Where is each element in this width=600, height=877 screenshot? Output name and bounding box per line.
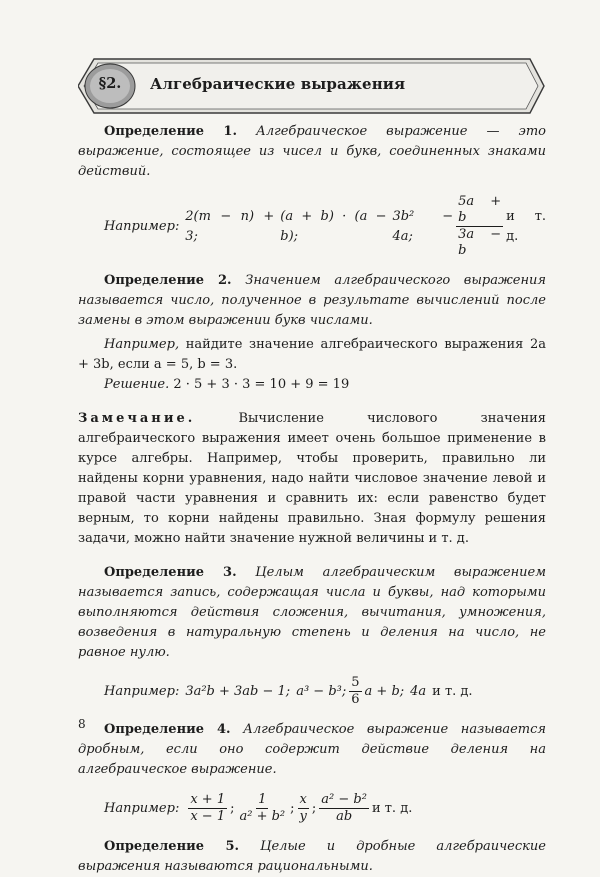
fraction-denominator: y bbox=[299, 809, 307, 824]
remark bbox=[78, 409, 546, 549]
example-3-expr-4: 4a bbox=[410, 683, 427, 699]
fraction-denominator: ab bbox=[336, 809, 353, 824]
definition-5 bbox=[78, 837, 546, 877]
example-1 bbox=[104, 194, 546, 259]
example-4 bbox=[104, 792, 546, 825]
definition-5-label: Определение 5. bbox=[104, 839, 240, 854]
definition-4 bbox=[78, 720, 546, 780]
example-1-fraction bbox=[456, 194, 503, 259]
remark-label: Замечание. bbox=[78, 411, 196, 426]
definition-3-text: Целым алгебраическим выражением называется запись, содержащая числа и буквы, над которыми выполняются действия сложения, вычитания, умножения, возведения в натуральную степень и деления на число, не равное нулю. bbox=[78, 565, 546, 660]
definition-1 bbox=[78, 122, 546, 182]
example-4-tail: и т. д. bbox=[371, 800, 413, 816]
example-2 bbox=[78, 335, 546, 375]
definition-3-label: Определение 3. bbox=[104, 565, 237, 580]
page-number: 8 bbox=[78, 717, 86, 731]
example-3-expr-1: 3a²b + 3ab − 1; bbox=[185, 683, 291, 699]
example-2-label: Например, bbox=[104, 337, 180, 352]
definition-1-label: Определение 1. bbox=[104, 124, 237, 139]
definition-4-label: Определение 4. bbox=[104, 722, 231, 737]
definition-2 bbox=[78, 271, 546, 331]
example-1-tail: и т. д. bbox=[506, 208, 547, 244]
solution bbox=[78, 375, 546, 395]
fraction-denominator: 3a − b bbox=[458, 227, 502, 258]
separator: ; bbox=[290, 800, 295, 816]
example-4-fraction-2 bbox=[237, 792, 287, 825]
fraction-numerator: 5 bbox=[351, 675, 360, 690]
fraction-denominator: x − 1 bbox=[190, 809, 226, 824]
example-3 bbox=[104, 675, 546, 708]
separator: ; bbox=[230, 800, 235, 816]
example-2-text: найдите значение алгебраического выражения 2a + 3b, если a = 5, b = 3. bbox=[78, 337, 546, 372]
definition-5-text: Целые и дробные алгебраические выражения называются рациональными. bbox=[78, 839, 546, 874]
fraction-numerator: 5a + b bbox=[458, 194, 502, 225]
fraction-denominator: a² + b² bbox=[239, 809, 286, 824]
example-3-expr-2: a³ − b³; bbox=[296, 683, 347, 699]
example-1-expr-2: (a + b) · (a − b); bbox=[280, 208, 387, 244]
fraction-numerator: x + 1 bbox=[190, 792, 226, 807]
example-3-fraction bbox=[349, 675, 361, 708]
definition-1-text: Алгебраическое выражение — это выражение, состоящее из чисел и букв, соединенных знаками действий. bbox=[78, 124, 546, 179]
definition-2-label: Определение 2. bbox=[104, 273, 232, 288]
section-number: §2. bbox=[98, 75, 122, 92]
example-4-fraction-4 bbox=[319, 792, 369, 825]
definition-2-text: Значением алгебраического выражения называется число, полученное в результате вычислений после замены в этом выражении букв числами. bbox=[78, 273, 547, 328]
fraction-numerator: a² − b² bbox=[321, 792, 367, 807]
example-3-expr-3: a + b; bbox=[364, 683, 405, 699]
example-4-fraction-3 bbox=[298, 792, 309, 825]
fraction-denominator: 6 bbox=[351, 692, 360, 707]
solution-label: Решение. bbox=[104, 377, 170, 392]
remark-text: Вычисление числового значения алгебраического выражения имеет очень большое применение в курсе алгебры. Например, чтобы проверить, правильно ли найдены корни уравнения, надо найти числовое значение левой и правой части уравнения и сравнить их: если равенство будет верным, то корни найдены правильно. Зная формулу решения задачи, можно найти значение нужной величины и т. д. bbox=[78, 411, 546, 546]
section-header-banner bbox=[78, 57, 546, 115]
solution-text: 2 · 5 + 3 · 3 = 10 + 9 = 19 bbox=[173, 377, 350, 392]
example-1-expr-1: 2(m − n) + 3; bbox=[185, 208, 275, 244]
example-4-fraction-1 bbox=[188, 792, 227, 825]
example-3-label: Например: bbox=[104, 683, 180, 699]
definition-4-text: Алгебраическое выражение называется дробным, если оно содержит действие деления на алгебраическое выражение. bbox=[78, 722, 546, 777]
example-4-label: Например: bbox=[104, 800, 180, 816]
fraction-numerator: x bbox=[299, 792, 307, 807]
example-1-label: Например: bbox=[104, 218, 180, 234]
fraction-numerator: 1 bbox=[258, 792, 267, 807]
page-content bbox=[78, 122, 546, 877]
separator: ; bbox=[311, 800, 317, 816]
definition-3 bbox=[78, 563, 546, 663]
section-title: Алгебраические выражения bbox=[150, 75, 406, 93]
example-3-tail: и т. д. bbox=[432, 683, 473, 699]
example-1-expr-3: 3b² − 4a; bbox=[392, 208, 454, 244]
